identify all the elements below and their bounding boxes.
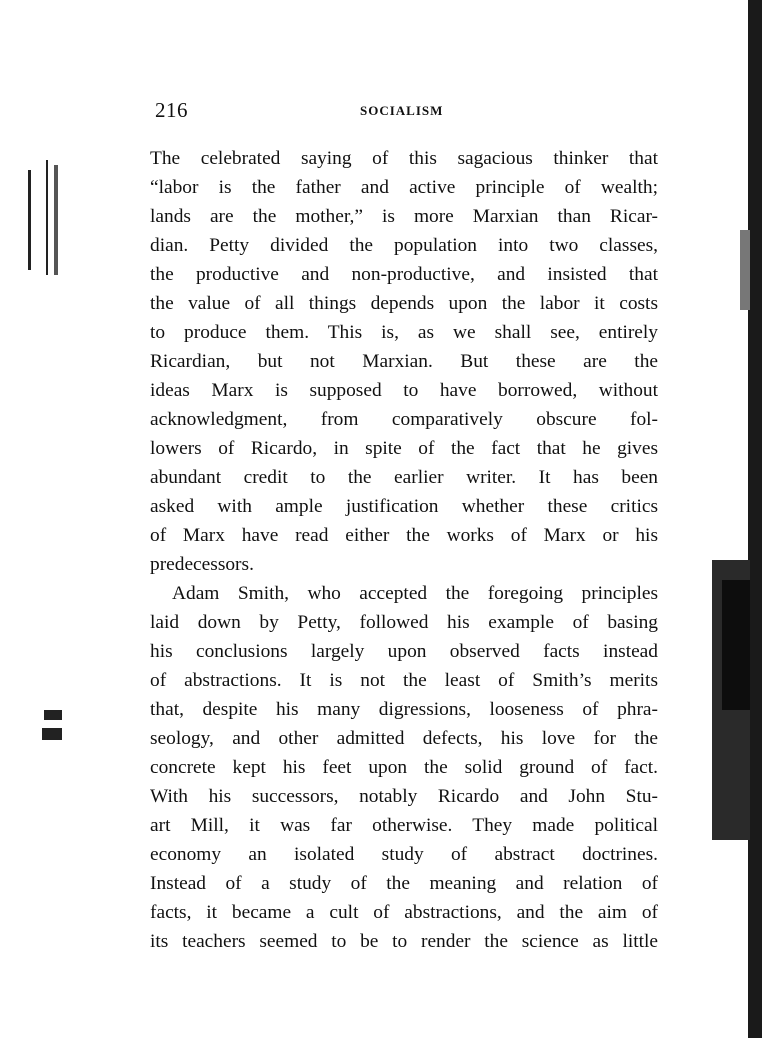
text-line: economy an isolated study of abstract doctrines. — [150, 844, 658, 865]
text-line: laid down by Petty, followed his example of basing — [150, 612, 658, 633]
text-line: facts, it became a cult of abstractions, and the aim of — [150, 902, 658, 923]
text-line: that, despite his many digressions, looseness of phra- — [150, 699, 658, 720]
page-number: 216 — [155, 98, 188, 122]
text-line: his conclusions largely upon observed facts instead — [150, 641, 658, 662]
running-head — [150, 98, 658, 128]
text-line: to produce them. This is, as we shall see, entirely — [150, 322, 658, 343]
text-line: of abstractions. It is not the least of Smith’s merits — [150, 670, 658, 691]
scan-artifact-left-mid — [42, 728, 62, 740]
text-line: lowers of Ricardo, in spite of the fact that he gives — [150, 438, 658, 459]
running-title: SOCIALISM — [360, 103, 444, 118]
scan-artifact-left-top — [46, 160, 48, 275]
text-line: asked with ample justification whether these critics — [150, 496, 658, 517]
text-line: Ricardian, but not Marxian. But these are the — [150, 351, 658, 372]
text-line: abundant credit to the earlier writer. It has been — [150, 467, 658, 488]
text-line: lands are the mother,” is more Marxian than Ricar- — [150, 206, 658, 227]
scan-artifact-left-top — [28, 170, 31, 270]
text-line: Adam Smith, who accepted the foregoing principles — [172, 583, 658, 604]
text-line: dian. Petty divided the population into two classes, — [150, 235, 658, 256]
text-line: acknowledgment, from comparatively obscure fol- — [150, 409, 658, 430]
scan-artifact-left-top — [54, 165, 58, 275]
scan-artifact-right-shadow — [722, 580, 750, 710]
text-line: seology, and other admitted defects, his love for the — [150, 728, 658, 749]
text-line: The celebrated saying of this sagacious thinker that — [150, 148, 658, 169]
text-line: “labor is the father and active principle of wealth; — [150, 177, 658, 198]
text-line: the value of all things depends upon the labor it costs — [150, 293, 658, 314]
text-line: its teachers seemed to be to render the science as little — [150, 931, 658, 952]
text-line: art Mill, it was far otherwise. They made political — [150, 815, 658, 836]
text-line: With his successors, notably Ricardo and John Stu- — [150, 786, 658, 807]
scan-artifact-right-shadow — [740, 230, 750, 310]
scan-artifact-left-mid — [44, 710, 62, 720]
text-line: concrete kept his feet upon the solid ground of fact. — [150, 757, 658, 778]
text-line: the productive and non-productive, and insisted that — [150, 264, 658, 285]
text-line: ideas Marx is supposed to have borrowed, without — [150, 380, 658, 401]
scan-artifact-right-edge — [748, 0, 762, 1038]
text-line: predecessors. — [150, 554, 254, 575]
text-line: of Marx have read either the works of Marx or his — [150, 525, 658, 546]
body-text — [150, 144, 658, 956]
text-line: Instead of a study of the meaning and relation of — [150, 873, 658, 894]
